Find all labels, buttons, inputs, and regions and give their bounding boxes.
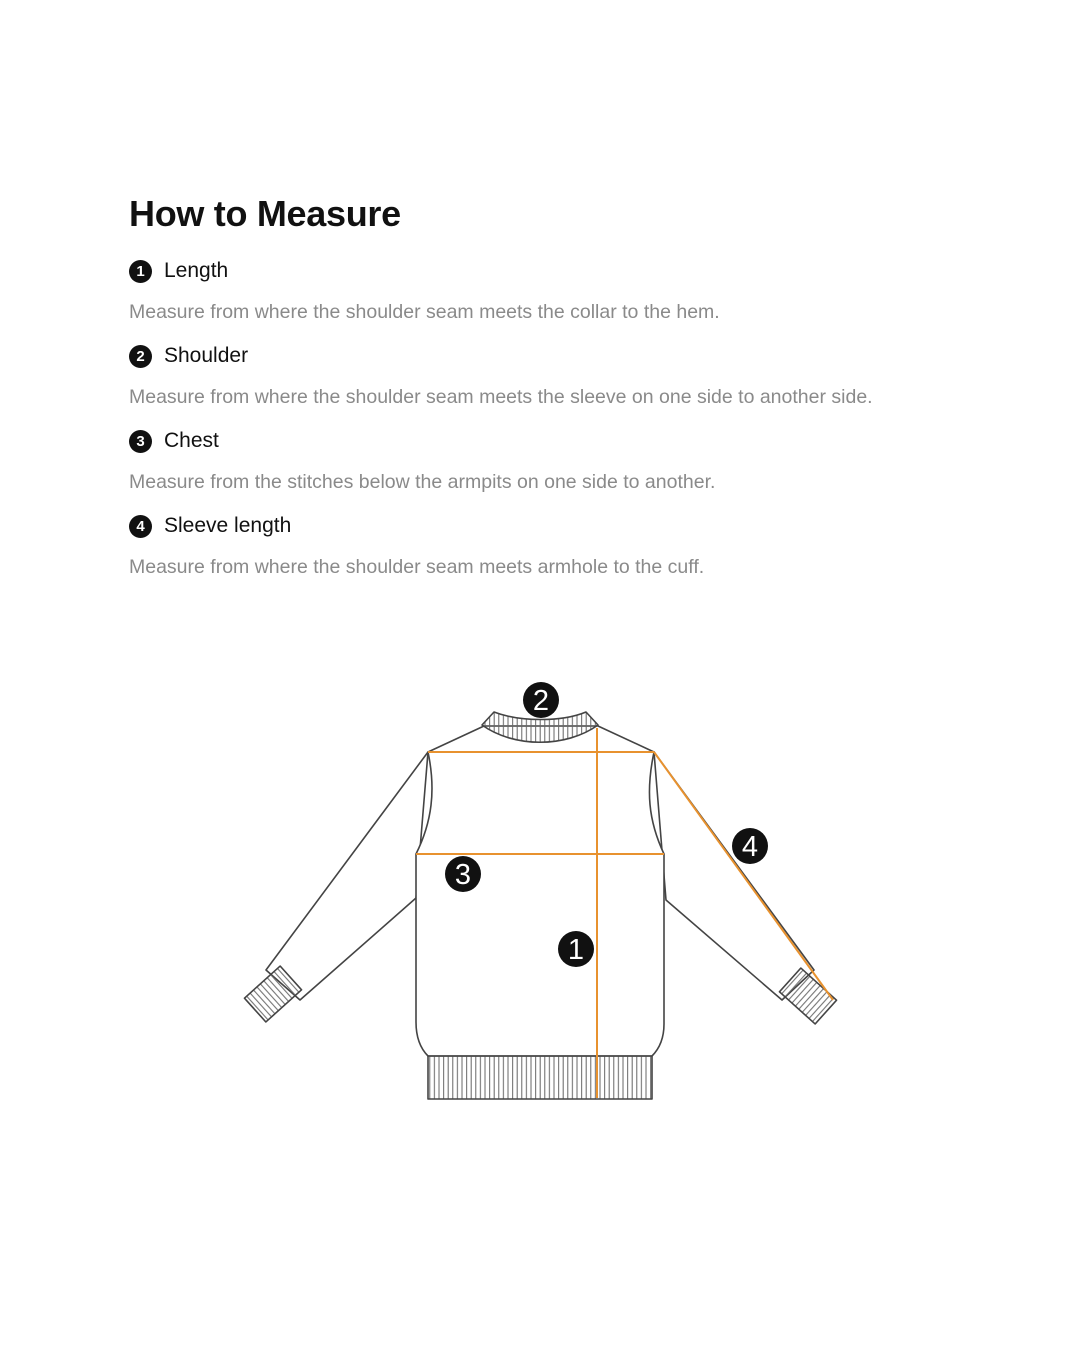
measure-item-description: Measure from the stitches below the armpits on one side to another. bbox=[129, 471, 716, 493]
measure-item-description: Measure from where the shoulder seam meets the sleeve on one side to another side. bbox=[129, 386, 873, 408]
measure-item-description: Measure from where the shoulder seam meets armhole to the cuff. bbox=[129, 556, 705, 578]
sweater-body bbox=[416, 726, 664, 1056]
marker-4 bbox=[732, 828, 768, 864]
marker-1 bbox=[558, 931, 594, 967]
right-sleeve bbox=[654, 752, 814, 1000]
number-badge: 4 bbox=[129, 515, 152, 538]
hem-rib bbox=[428, 1056, 652, 1099]
page-title: How to Measure bbox=[129, 193, 401, 234]
measure-item-label: Sleeve length bbox=[164, 514, 292, 537]
marker-2 bbox=[523, 682, 559, 718]
marker-label: 1 bbox=[567, 934, 585, 966]
measure-item-description: Measure from where the shoulder seam meets the collar to the hem. bbox=[129, 301, 720, 323]
number-badge: 1 bbox=[129, 260, 152, 283]
left-sleeve bbox=[266, 752, 428, 1000]
measure-item-label: Length bbox=[164, 259, 229, 282]
marker-label: 3 bbox=[454, 859, 472, 891]
marker-label: 2 bbox=[532, 685, 550, 717]
measure-item-label: Chest bbox=[164, 429, 219, 452]
measure-item-label: Shoulder bbox=[164, 344, 249, 367]
marker-label: 4 bbox=[741, 831, 759, 863]
marker-3 bbox=[445, 856, 481, 892]
number-badge: 2 bbox=[129, 345, 152, 368]
sweater-icon bbox=[244, 712, 836, 1099]
number-badge: 3 bbox=[129, 430, 152, 453]
